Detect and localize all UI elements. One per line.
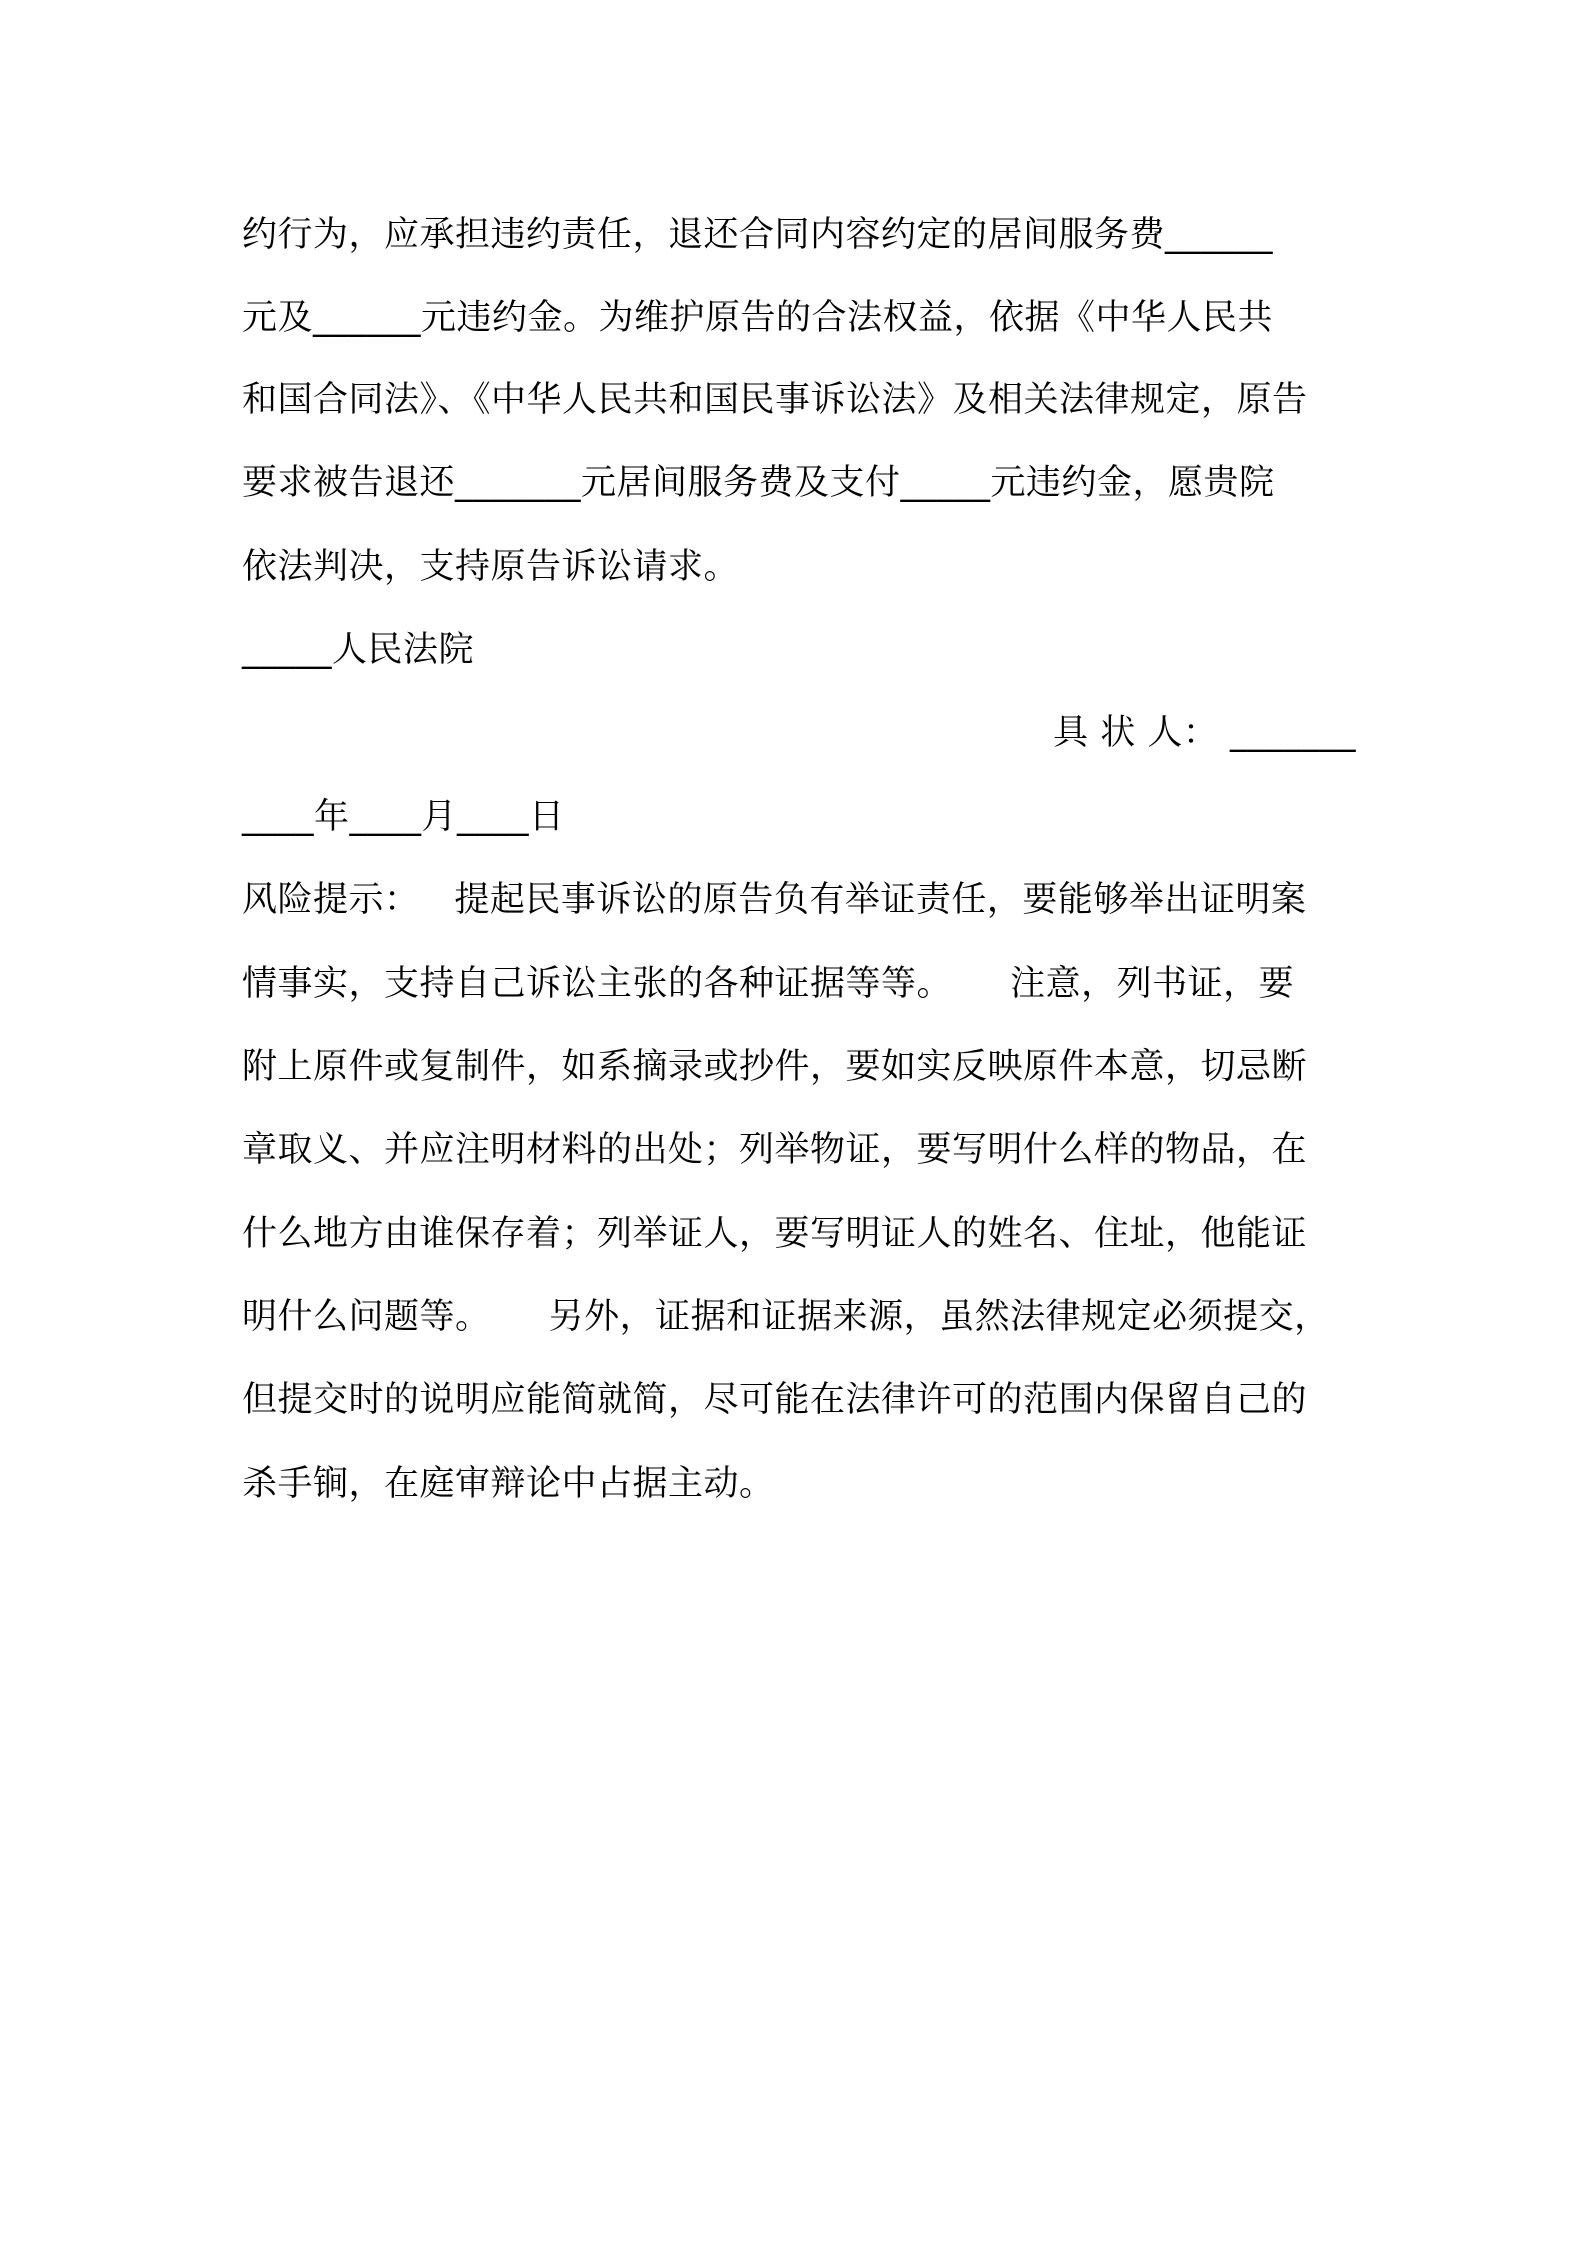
risk-text-line: 什么地方由谁保存着；列举证人，要写明证人的姓名、住址，他能证 <box>242 1214 1308 1254</box>
risk-text-line: 杀手锏，在庭审辩论中占据主动。 <box>242 1464 775 1504</box>
risk-text-line: 风险提示： 提起民事诉讼的原告负有举证责任，要能够举出证明案 <box>242 880 1307 920</box>
risk-text-line: 明什么问题等。 另外，证据和证据来源，虽然法律规定必须提交， <box>242 1297 1330 1337</box>
court-line: _____人民法院 <box>242 630 475 670</box>
date-line: ____年____月____日 <box>242 797 565 837</box>
risk-text-line: 附上原件或复制件，如系摘录或抄件，要如实反映原件本意，切忌断 <box>242 1047 1308 1087</box>
risk-text-line: 情事实，支持自己诉讼主张的各种证据等等。 注意，列书证，要 <box>242 964 1295 1004</box>
risk-text-line: 但提交时的说明应能简就简，尽可能在法律许可的范围内保留自己的 <box>242 1380 1308 1420</box>
signer-line: 具 状 人： _______ <box>1053 713 1356 753</box>
body-text-line: 元及______元违约金。为维护原告的合法权益，依据《中华人民共 <box>242 298 1274 338</box>
body-text-line: 和国合同法》、《中华人民共和国民事诉讼法》及相关法律规定，原告 <box>242 380 1308 420</box>
body-text-line: 约行为，应承担违约责任，退还合同内容约定的居间服务费______ <box>242 215 1274 255</box>
risk-text-line: 章取义、并应注明材料的出处；列举物证，要写明什么样的物品，在 <box>242 1130 1308 1170</box>
body-text-line: 依法判决，支持原告诉讼请求。 <box>242 547 740 587</box>
body-text-line: 要求被告退还_______元居间服务费及支付_____元违约金，愿贵院 <box>242 463 1275 503</box>
